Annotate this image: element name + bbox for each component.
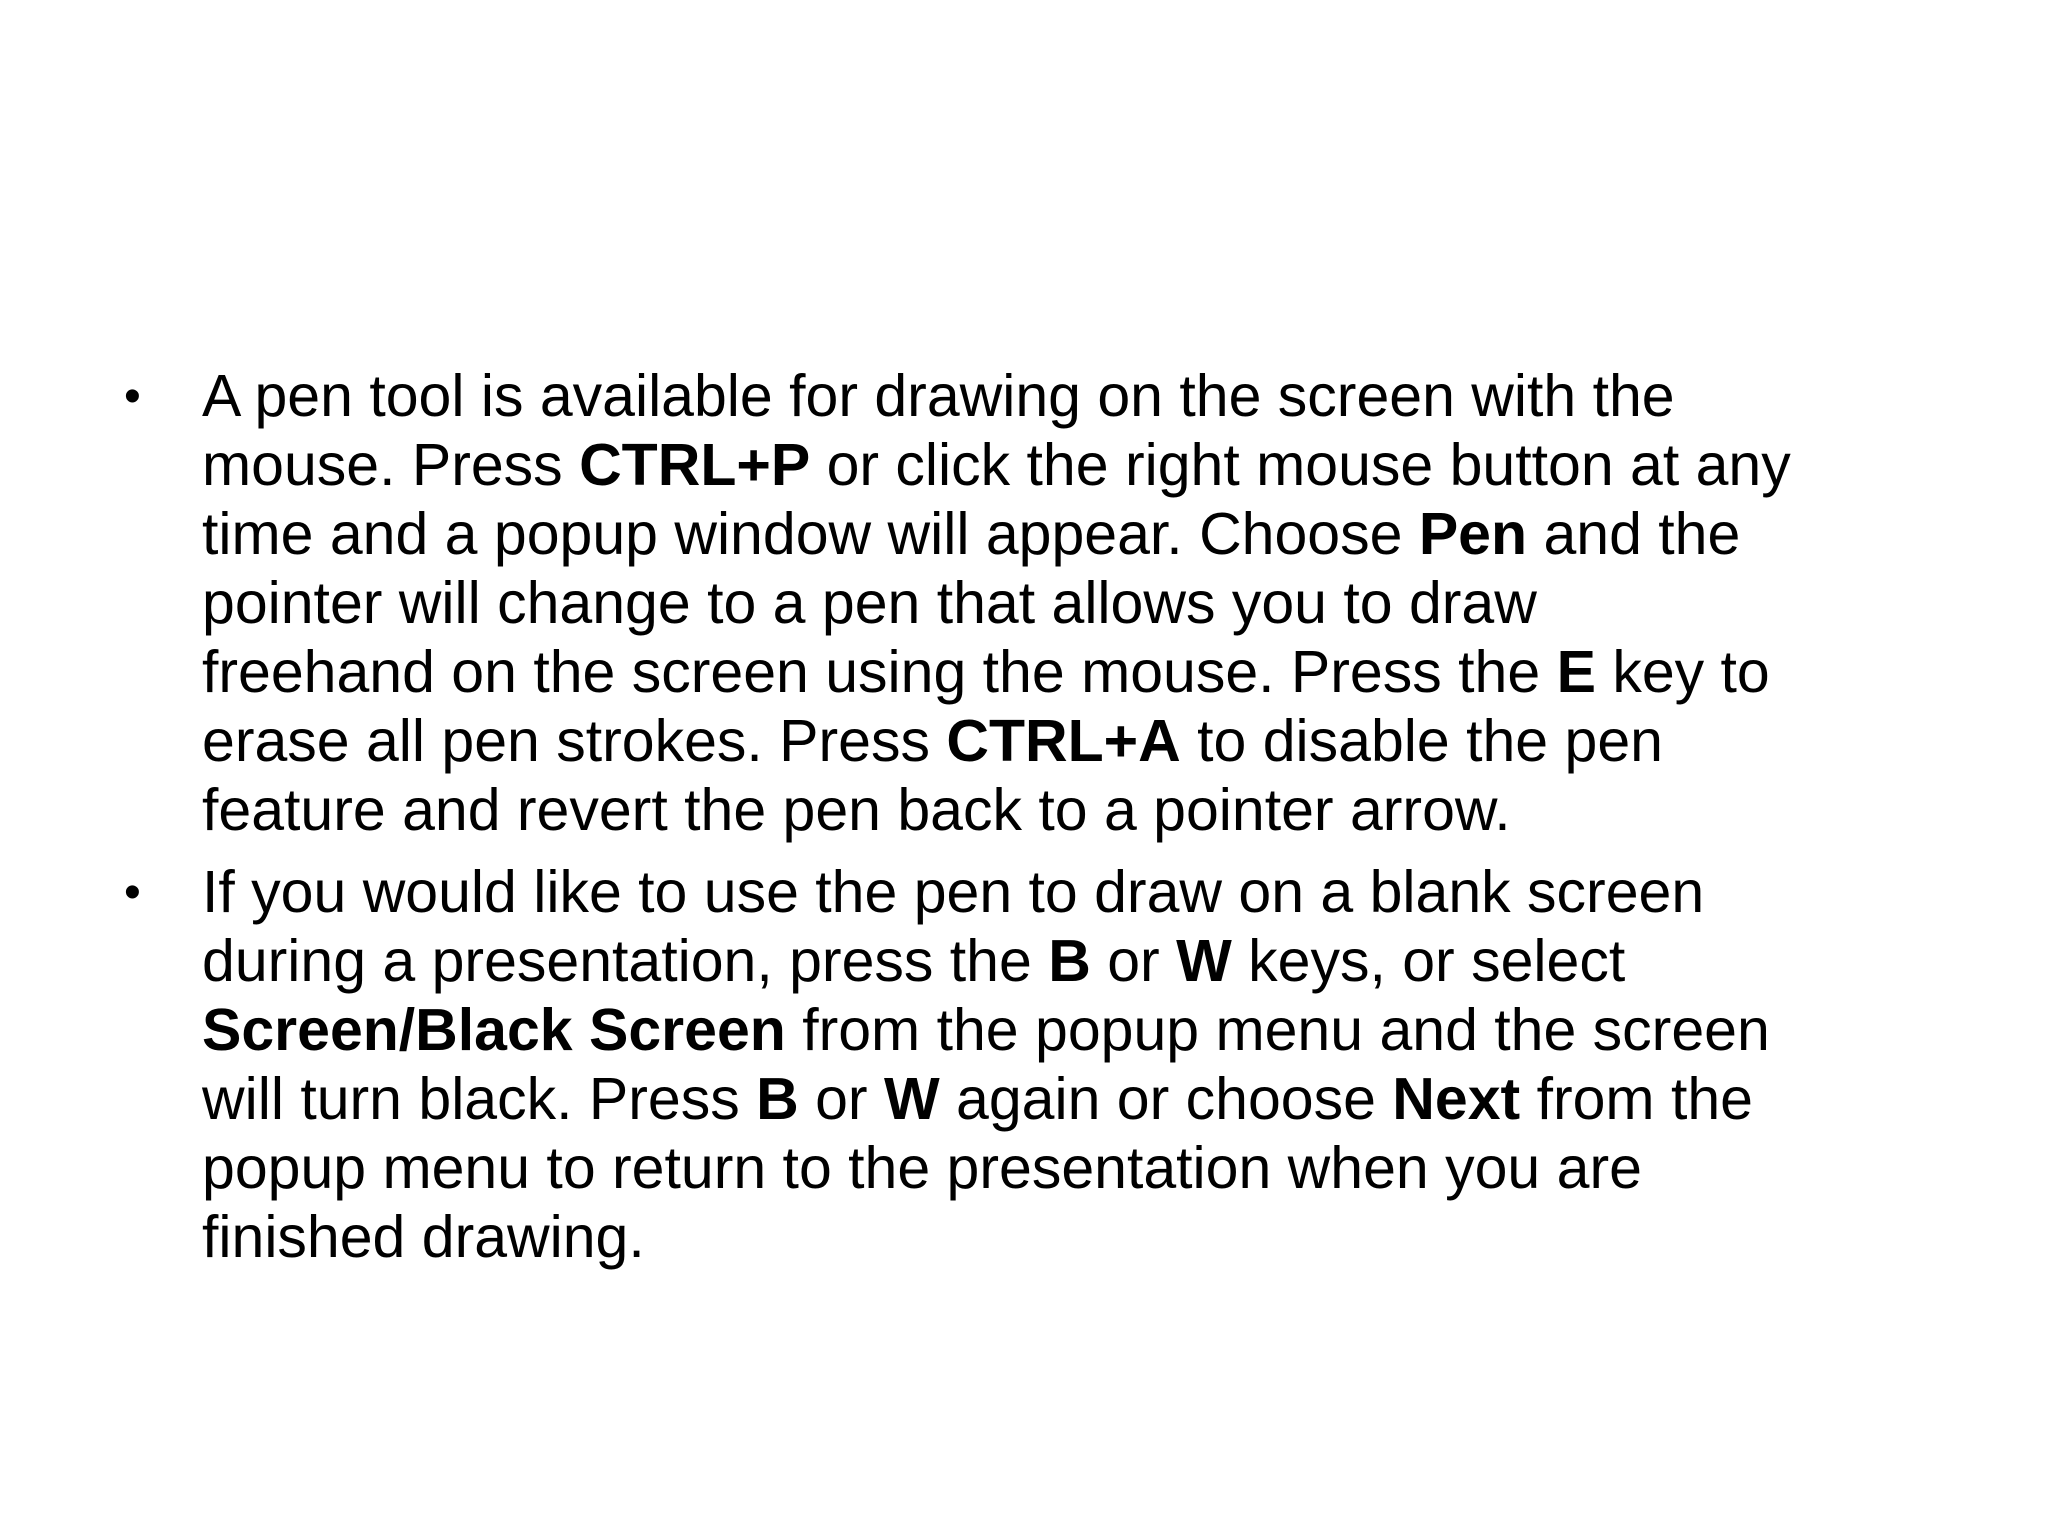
text-run: finished drawing. <box>202 1204 645 1270</box>
bold-term: W <box>1176 928 1232 994</box>
text-line <box>202 858 1968 927</box>
bold-term: W <box>883 1066 940 1132</box>
text-run: or <box>798 1066 884 1132</box>
text-run: If you would like to use the pen to draw on a blank screen <box>202 859 1705 925</box>
bullet-item-pen-tool <box>118 362 1968 845</box>
text-run: key to <box>1595 639 1770 705</box>
bullet-item-blank-screen <box>118 858 1968 1272</box>
text-run: mouse. Press <box>202 432 580 498</box>
text-run: and the <box>1527 501 1741 567</box>
text-run: or <box>1090 928 1177 994</box>
text-line <box>202 569 1968 638</box>
bold-term: CTRL+P <box>579 432 811 498</box>
text-run: A pen tool is available for drawing on the screen with the <box>202 363 1675 429</box>
text-run: to disable the pen <box>1180 708 1663 774</box>
bold-term: Pen <box>1418 501 1528 567</box>
text-line <box>202 707 1968 776</box>
bold-term: B <box>1048 928 1091 994</box>
bold-term: Next <box>1392 1066 1521 1132</box>
text-run: from the <box>1520 1066 1753 1132</box>
bullet-text <box>202 858 1968 1272</box>
text-line <box>202 431 1968 500</box>
text-run: during a presentation, press the <box>202 928 1049 994</box>
text-line <box>202 1134 1968 1203</box>
bold-term: E <box>1556 639 1596 705</box>
text-line <box>202 500 1968 569</box>
text-run: popup menu to return to the presentation when you are <box>202 1135 1642 1201</box>
slide-body <box>118 362 1968 1285</box>
text-line <box>202 1203 1968 1272</box>
text-run: keys, or select <box>1231 928 1626 994</box>
bullet-icon: • <box>124 866 141 919</box>
bullet-icon: • <box>124 370 141 423</box>
text-line <box>202 996 1968 1065</box>
text-run: or click the right mouse button at any <box>810 432 1791 498</box>
text-run: erase all pen strokes. Press <box>202 708 947 774</box>
bullet-list <box>118 362 1968 1272</box>
text-run: again or choose <box>939 1066 1393 1132</box>
text-run: feature and revert the pen back to a pointer arrow. <box>202 777 1511 843</box>
bullet-text <box>202 362 1968 845</box>
text-line <box>202 1065 1968 1134</box>
text-line <box>202 362 1968 431</box>
text-run: freehand on the screen using the mouse. Press the <box>202 639 1557 705</box>
bold-term: B <box>756 1066 799 1132</box>
text-run: time and a popup window will appear. Choose <box>202 501 1419 567</box>
text-line <box>202 927 1968 996</box>
text-run: pointer will change to a pen that allows you to draw <box>202 570 1537 636</box>
bold-term: CTRL+A <box>946 708 1181 774</box>
text-line <box>202 638 1968 707</box>
text-run: from the popup menu and the screen <box>785 997 1770 1063</box>
bold-term: Screen/Black Screen <box>202 997 786 1063</box>
text-run: will turn black. Press <box>202 1066 757 1132</box>
text-line <box>202 776 1968 845</box>
